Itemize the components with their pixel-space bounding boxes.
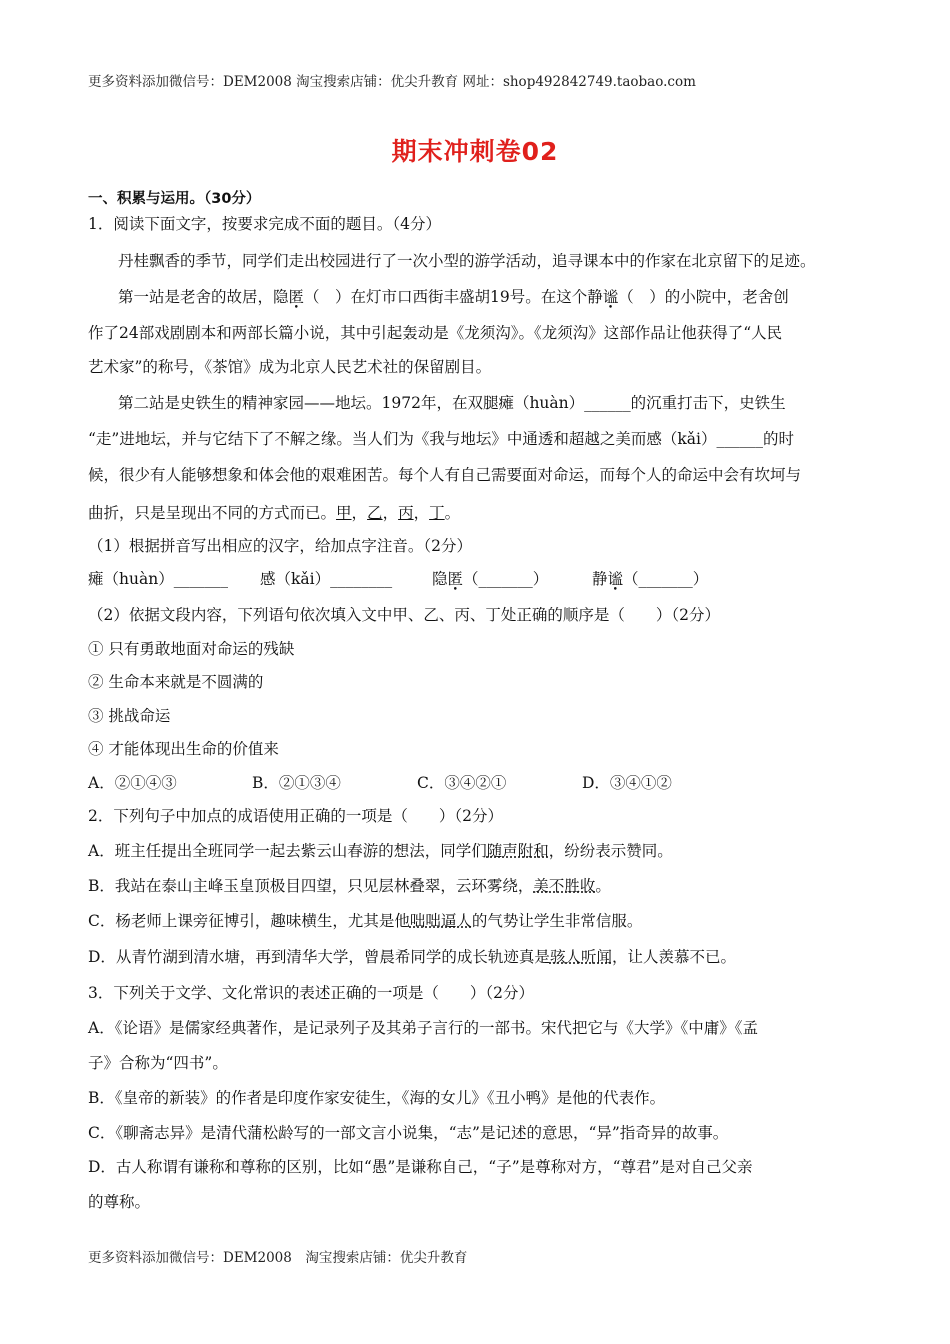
q2-stem: 2．下列句子中加点的成语使用正确的一项是（ ）（2分） bbox=[88, 807, 503, 825]
option-c: C．③④②① bbox=[417, 774, 507, 792]
q2-option-d: D．从青竹湖到清水塘，再到清华大学，曾晨希同学的成长轨迹真是骇人听闻，让人羡慕不已。 bbox=[88, 948, 736, 966]
list-item: ③ 挑战命运 bbox=[88, 707, 171, 725]
q2-option-c: C．杨老师上课旁征博引，趣味横生，尤其是他咄咄逼人的气势让学生非常信服。 bbox=[88, 912, 643, 930]
fill-kai: 感（kǎi）________ bbox=[260, 570, 393, 588]
q1-para2-line2: 作了24部戏剧剧本和两部长篇小说，其中引起轰动是《龙须沟》。《龙须沟》这部作品让他获得了“人民 bbox=[88, 324, 783, 342]
list-item: ② 生命本来就是不圆满的 bbox=[88, 673, 264, 691]
q1-para3-line4: 曲折，只是呈现出不同的方式而已。甲，乙，丙，丁。 bbox=[88, 504, 461, 522]
q3-option-a1: A．《论语》是儒家经典著作，是记录列子及其弟子言行的一部书。宋代把它与《大学》《中庸》《孟 bbox=[88, 1019, 758, 1037]
dotted-char: 谧 bbox=[602, 288, 619, 306]
q3-option-b: B．《皇帝的新装》的作者是印度作家安徒生，《海的女儿》《丑小鸭》是他的代表作。 bbox=[88, 1089, 666, 1107]
footer-watermark: 更多资料添加微信号：DEM2008 淘宝搜索店铺：优尖升教育 bbox=[88, 1250, 468, 1266]
mark-jia: 甲 bbox=[336, 504, 352, 522]
fill-huan: 瘫（huàn）_______ bbox=[88, 570, 228, 588]
dotted-char: 匿 bbox=[288, 288, 305, 306]
option-a: A．②①④③ bbox=[88, 774, 177, 792]
fill-ni: 隐匿（_______） bbox=[432, 570, 549, 588]
list-item: ④ 才能体现出生命的价值来 bbox=[88, 740, 279, 758]
q1-para3-line2: “走”进地坛，并与它结下了不解之缘。当人们为《我与地坛》中通透和超越之美而感（kǎi）______的时 bbox=[88, 430, 794, 448]
mark-yi: 乙 bbox=[367, 504, 383, 522]
q1-sub2: （2）依据文段内容，下列语句依次填入文中甲、乙、丙、丁处正确的顺序是（ ）（2分） bbox=[88, 606, 720, 624]
mark-bing: 丙 bbox=[398, 504, 414, 522]
q3-option-c: C．《聊斋志异》是清代蒲松龄写的一部文言小说集，“志”是记述的意思，“异”指奇异的故事。 bbox=[88, 1124, 729, 1142]
header-watermark: 更多资料添加微信号：DEM2008 淘宝搜索店铺：优尖升教育 网址：shop492842749.taobao.com bbox=[88, 74, 696, 90]
fill-mi: 静谧（_______） bbox=[592, 570, 709, 588]
dotted-idiom: 随声附和 bbox=[486, 842, 549, 860]
section-heading: 一、积累与运用。（30分） bbox=[88, 191, 261, 207]
option-d: D．③④①② bbox=[582, 774, 672, 792]
q3-option-a2: 子》合称为“四书”。 bbox=[88, 1054, 228, 1072]
q1-para2-line3: 艺术家”的称号，《茶馆》成为北京人民艺术社的保留剧目。 bbox=[88, 358, 492, 376]
q1-stem: 1．阅读下面文字，按要求完成不面的题目。（4分） bbox=[88, 215, 441, 233]
q1-para1: 丹桂飘香的季节，同学们走出校园进行了一次小型的游学活动，追寻课本中的作家在北京留下的足迹。 bbox=[118, 252, 816, 270]
q1-para2-line1: 第一站是老舍的故居，隐匿（ ）在灯市口西街丰盛胡19号。在这个静谧（ ）的小院中，老舍创 bbox=[118, 288, 789, 306]
dotted-idiom: 咄咄逼人 bbox=[409, 912, 472, 930]
q1-sub1: （1）根据拼音写出相应的汉字，给加点字注音。（2分） bbox=[88, 537, 472, 555]
q3-option-d2: 的尊称。 bbox=[88, 1193, 151, 1211]
q3-stem: 3．下列关于文学、文化常识的表述正确的一项是（ ）（2分） bbox=[88, 984, 534, 1002]
q3-option-d1: D．古人称谓有谦称和尊称的区别，比如“愚”是谦称自己，“子”是尊称对方，“尊君”是对自己父亲 bbox=[88, 1158, 753, 1176]
page-title: 期末冲刺卷02 bbox=[391, 137, 559, 166]
list-item: ① 只有勇敢地面对命运的残缺 bbox=[88, 640, 295, 658]
q2-option-b: B．我站在泰山主峰玉皇顶极目四望，只见层林叠翠，云环雾绕，美不胜收。 bbox=[88, 877, 611, 895]
q1-para3-line3: 候，很少有人能够想象和体会他的艰难困苦。每个人有自己需要面对命运，而每个人的命运中会有坎坷与 bbox=[88, 466, 802, 484]
mark-ding: 丁 bbox=[429, 504, 445, 522]
q2-option-a: A．班主任提出全班同学一起去紫云山春游的想法，同学们随声附和，纷纷表示赞同。 bbox=[88, 842, 673, 860]
dotted-idiom: 骇人听闻 bbox=[549, 948, 612, 966]
option-b: B．②①③④ bbox=[252, 774, 341, 792]
q1-para3-line1: 第二站是史铁生的精神家园——地坛。1972年，在双腿瘫（huàn）______的沉重打击下，史铁生 bbox=[118, 394, 786, 412]
dotted-idiom: 美不胜收 bbox=[533, 877, 596, 895]
